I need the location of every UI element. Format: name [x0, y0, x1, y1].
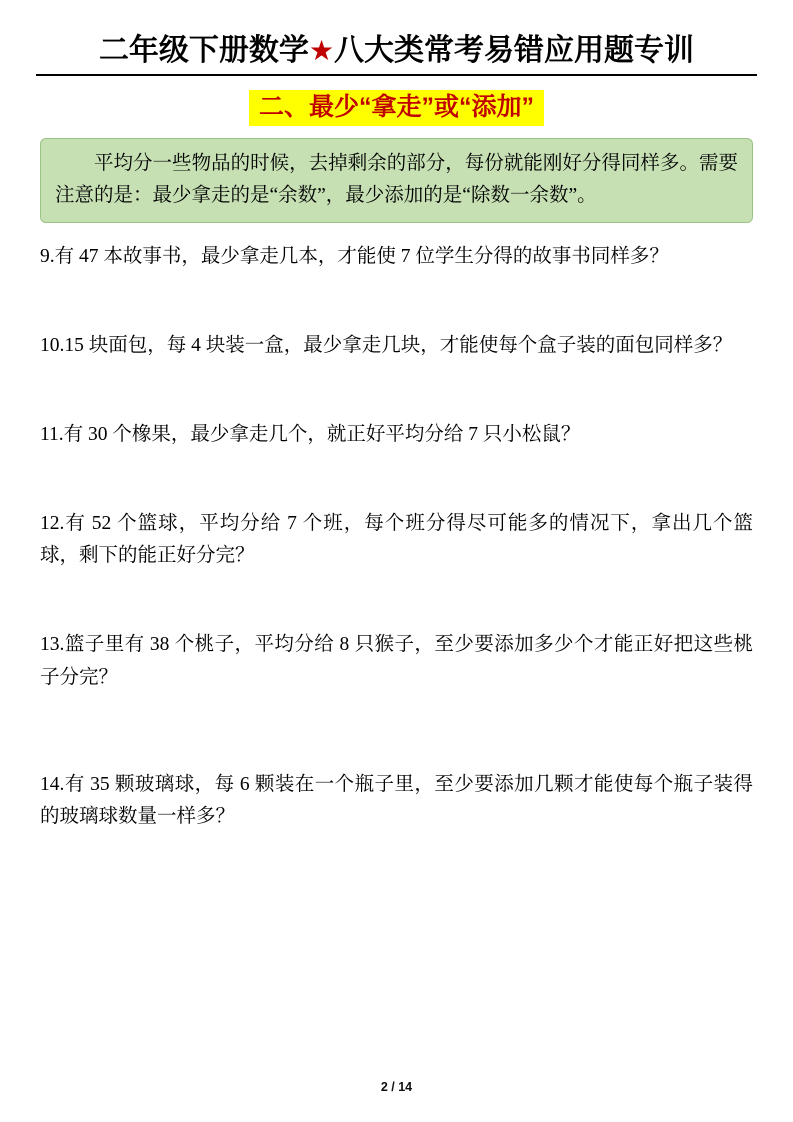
note-text: 平均分一些物品的时候，去掉剩余的部分，每份就能刚好分得同样多。需要注意的是：最少拿走的是“余数”，最少添加的是“除数一余数”。 [55, 153, 738, 207]
note-box [40, 138, 753, 223]
question-number: 13. [40, 634, 65, 656]
page-title [36, 32, 757, 76]
answer-space [34, 452, 759, 496]
section-subtitle-wrapper [34, 90, 759, 127]
question-text: 有 52 个篮球，平均分给 7 个班，每个班分得尽可能多的情况下，拿出几个篮球，剩下的能正好分完？ [40, 512, 753, 567]
page-title-prefix: 二年级下册数学 [98, 34, 309, 67]
question-text: 有 35 颗玻璃球，每 6 颗装在一个瓶子里，至少要添加几颗才能使每个瓶子装得的玻璃球数量一样多？ [40, 773, 753, 828]
answer-space [34, 573, 759, 617]
question-list [34, 229, 759, 834]
question-item [40, 757, 753, 835]
question-number: 14. [40, 773, 65, 795]
question-item [40, 318, 753, 363]
star-icon: ★ [308, 35, 335, 66]
question-item [40, 617, 753, 695]
question-item [40, 407, 753, 452]
question-number: 11. [40, 423, 64, 445]
section-subtitle: 二、最少“拿走”或“添加” [249, 90, 544, 127]
question-text: 有 47 本故事书，最少拿走几本，才能使 7 位学生分得的故事书同样多？ [54, 246, 669, 268]
answer-space [34, 363, 759, 407]
question-text: 有 30 个橡果，最少拿走几个，就正好平均分给 7 只小松鼠？ [63, 423, 581, 445]
answer-space [34, 695, 759, 757]
page-title-suffix: 八大类常考易错应用题专训 [334, 34, 695, 67]
question-item [40, 496, 753, 574]
answer-space [34, 274, 759, 318]
question-text: 15 块面包，每 4 块装一盒，最少拿走几块，才能使每个盒子装的面包同样多？ [64, 335, 733, 357]
page-number: 2 / 14 [380, 1080, 413, 1094]
question-number: 12. [40, 512, 65, 534]
question-number: 10. [40, 335, 65, 357]
question-text: 篮子里有 38 个桃子，平均分给 8 只猴子，至少要添加多少个才能正好把这些桃子分完？ [40, 634, 753, 688]
question-number: 9. [40, 246, 55, 268]
question-item [40, 229, 753, 274]
